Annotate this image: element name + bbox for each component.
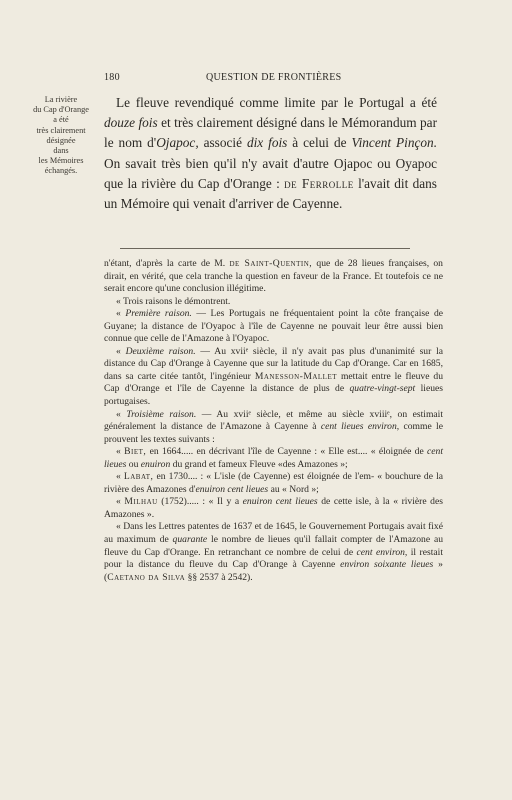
footnote-text: que de 28 lieues françaises, on dirait, en vérité, que cela tranche la question en faveur de la France. Et toutefois ce ne serait encore qu'une conclusion illégitime. (104, 258, 443, 295)
footnote-emphasis: cent environ, (356, 546, 408, 558)
footnote-emphasis: Première raison. (125, 308, 192, 320)
footnote-text: « (116, 471, 124, 483)
footnote-text: » ( (104, 559, 443, 583)
footnote-text: « (116, 408, 127, 420)
footnote-paragraph (104, 409, 443, 447)
main-text: l'avait dit dans un Mémoire qui venait d'arriver de Cayenne. (104, 175, 437, 212)
main-emphasis: douze fois (104, 115, 158, 131)
footnote-text: de cette isle, à la « rivière des Amazones ». (104, 496, 443, 520)
footnote-emphasis: environ soixante lieues (340, 559, 434, 571)
footnote-text: « (116, 345, 126, 357)
footnote-text: « (116, 308, 126, 320)
footnote-text: — Les Portugais ne fréquentaient point la côte française de Guyane; la distance de l'Oyapoc à l'île de Cayenne ne pouvait leur être aussi bien connue que celle de l'Amazone à l'Oyapoc. (104, 308, 443, 345)
margin-note (26, 95, 96, 177)
footnote-paragraph (104, 521, 443, 584)
footnote-text: — Au xviiᵉ siècle, et même au siècle xviiiᵉ, on estimait généralement la distance de l'Amazone à Cayenne à (104, 408, 443, 433)
footnote-paragraph (104, 496, 443, 521)
author-name: Manesson-Mallet (254, 370, 338, 382)
main-text: à celui de (287, 135, 352, 151)
footnote (104, 258, 443, 584)
footnote-text: en 1664..... en décrivant l'île de Cayenne : « Elle est.... « éloignée de (146, 446, 428, 458)
footnote-emphasis: enuiron cent lieues (195, 483, 269, 495)
footnote-emphasis: cent lieues environ, (320, 421, 400, 433)
footnote-text: « Dans les Lettres patentes de 1637 et de 1645, le Gouvernement Portugais avait fixé au maximum de (104, 521, 443, 546)
footnote-text: lieues portugaises. (104, 383, 443, 408)
footnote-text: n'étant, d'après la carte de M. (104, 258, 230, 269)
main-text: On savait très bien qu'il n'y avait d'autre Ojapoc ou Oyapoc que la rivière du Cap d'Orange : (104, 155, 437, 191)
main-emphasis: Ojapoc, (156, 135, 199, 151)
author-name: Labat, (123, 471, 154, 483)
footnote-emphasis: quarante (172, 534, 208, 546)
margin-note-line: dans (53, 146, 69, 156)
footnote-emphasis: Troisième raison. (126, 408, 197, 420)
main-text: Le fleuve revendiqué comme limite par le Portugal a été (116, 95, 437, 110)
footnote-emphasis: cent lieues (104, 446, 443, 470)
margin-note-line: du Cap d'Orange (33, 105, 89, 115)
footnote-paragraph (104, 346, 443, 409)
margin-note-line: a été (53, 115, 69, 125)
footnote-emphasis: Deuxième raison. (125, 345, 196, 357)
author-name: Caetano da Silva (107, 571, 186, 583)
margin-note-line: très clairement (36, 125, 86, 135)
page-number: 180 (104, 72, 120, 83)
footnote-text: « (116, 446, 125, 458)
footnote-paragraph (104, 308, 443, 346)
footnote-paragraph (104, 471, 443, 496)
footnote-text: (1752)..... : « Il y a (157, 496, 243, 508)
author-name: de Saint-Quentin, (229, 258, 313, 269)
footnote-text: §§ 2537 à 2542). (185, 571, 253, 583)
footnote-text: il restait pour la distance du fleuve du Cap d'Orange à Cayenne (104, 546, 443, 571)
footnote-paragraph (104, 446, 443, 471)
main-text: associé (198, 135, 247, 151)
footnote-text: mettait entre le fleuve du Cap d'Orange et l'île de Cayenne la distance de plus de (104, 370, 444, 395)
running-title: QUESTION DE FRONTIÈRES (206, 72, 342, 83)
footnote-text: ou (126, 458, 141, 470)
footnote-text: — Au xviiᵉ siècle, il n'y avait pas plus d'unanimité sur la distance du Cap d'Orange à Cayenne que sur la latitude du Cap d'Orange. Car en 1685, dans sa carte citée tantôt, l'ingénieur (104, 345, 444, 382)
author-name: Milhau (124, 496, 158, 508)
footnote-text: comme le prouvent les textes suivants : (104, 421, 443, 445)
margin-note-line: les Mémoires (38, 156, 84, 166)
main-paragraph (104, 93, 437, 214)
footnote-emphasis: enuiron cent lieues (242, 496, 318, 508)
margin-note-line: désignée (46, 135, 76, 145)
running-header (104, 72, 434, 86)
footnote-text: « Trois raisons le démontrent. (116, 295, 231, 307)
main-emphasis: dix fois (246, 135, 288, 151)
footnote-text: en 1730.... : « L'isle (de Cayenne) est éloignée de l'em- « bouchure de la rivière des Amazones d' (104, 471, 443, 495)
margin-note-line: échangés. (44, 166, 78, 176)
footnote-text: le nombre de lieues qu'il fallait compter de l'Amazone au fleuve du Cap d'Orange. En retranchant ce nombre de celui de (104, 534, 443, 558)
footnote-emphasis: enuiron (140, 458, 171, 470)
margin-note-line: La rivière (44, 95, 78, 104)
footnote-text: au « Nord »; (268, 483, 319, 495)
footnote-paragraph (104, 258, 443, 296)
footnote-paragraph (104, 296, 443, 309)
author-name: Biet, (124, 446, 147, 458)
footnote-emphasis: quatre-vingt-sept (349, 383, 416, 395)
footnote-text: du grand et fameux Fleuve «des Amazones »; (170, 458, 348, 470)
main-emphasis: Vincent Pinçon. (351, 135, 438, 151)
author-name: de Ferrolle (284, 175, 354, 191)
footnote-text: « (116, 496, 125, 508)
main-text: et très clairement désigné dans le Mémorandum par le nom d' (104, 115, 438, 151)
footnote-divider (120, 248, 410, 249)
